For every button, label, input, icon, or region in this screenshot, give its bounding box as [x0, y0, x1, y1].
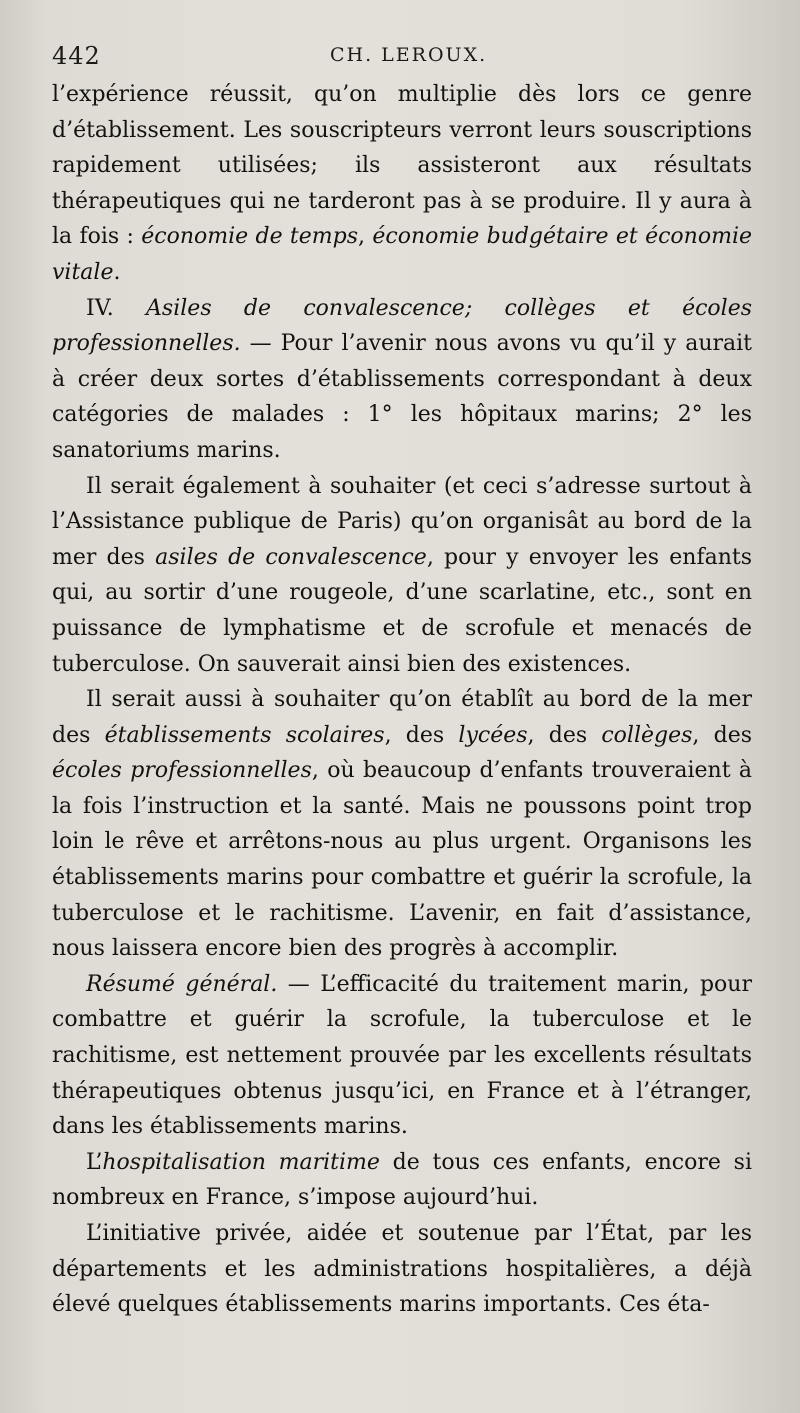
- text-run: , pour y envoyer les enfants qui, au sortir d’une rougeole, d’une scarlatine, etc., sont en puissance de lymphatisme et de scrofule et menacés de tuberculose. On sauverait ainsi bien des existences.: [52, 544, 753, 677]
- italic-run: économie budgétaire et économie vitale: [52, 224, 752, 285]
- italic-run: établissements scolaires: [104, 722, 385, 748]
- text-run: — L’efficacité du traitement marin, pour combattre et guérir la scrofule, la tuberculose et le rachitisme, est nettement prouvée par les excellents résultats thérapeutiques obtenus jusqu’ici, en France et à l’étranger, dans les établissements marins.: [52, 971, 752, 1140]
- text-run: , des: [527, 722, 602, 748]
- italic-run: Asiles de convalescence; collèges et écoles professionnelles.: [52, 295, 753, 357]
- paragraph-p3: [52, 469, 752, 683]
- text-run: L’: [86, 1149, 103, 1175]
- text-run: , des: [692, 722, 753, 748]
- italic-run: collèges: [601, 722, 693, 748]
- italic-run: asiles de convalescence: [155, 544, 427, 570]
- text-run: — Pour l’avenir nous avons vu qu’il y aurait à créer deux sortes d’établissements correspondant à deux catégories de malades : 1° les hôpitaux marins; 2° les sanatoriums marins.: [52, 331, 752, 463]
- text-run: Il serait aussi à souhaiter qu’on établît au bord de la mer des: [52, 687, 752, 748]
- text-run: de tous ces enfants, encore si nombreux en France, s’impose aujourd’hui.: [52, 1149, 752, 1211]
- paragraph-p1: [52, 77, 752, 291]
- italic-run: lycées: [458, 722, 528, 748]
- text-run: ,: [358, 224, 373, 250]
- page-number: 442: [52, 42, 101, 70]
- text-run: IV.: [86, 295, 147, 321]
- paragraph-p2: [52, 291, 752, 469]
- paragraph-p7: [52, 1216, 752, 1323]
- text-run: .: [113, 259, 121, 285]
- italic-run: hospitalisation maritime: [102, 1149, 380, 1175]
- italic-run: Résumé général.: [86, 971, 278, 997]
- running-head-author: CH. LEROUX.: [330, 44, 488, 66]
- italic-run: écoles professionnelles: [52, 758, 312, 784]
- text-run: , des: [384, 722, 459, 748]
- body-text: [52, 77, 752, 1323]
- paragraph-p6: [52, 1145, 752, 1216]
- text-run: Il serait également à souhaiter (et ceci s’adresse surtout à l’Assistance publique de Paris) qu’on organisât au bord de la mer des: [52, 473, 752, 570]
- paragraph-p4: [52, 682, 752, 967]
- italic-run: économie de temps: [141, 224, 359, 250]
- text-run: l’expérience réussit, qu’on multiplie dès lors ce genre d’établissement. Les souscripteurs verront leurs souscriptions rapidement utilisées; ils assisteront aux résultats thérapeutiques qui ne tarderont pas à se produire. Il y aura à la fois :: [52, 82, 752, 250]
- running-head: [52, 36, 752, 72]
- paragraph-p5: [52, 967, 752, 1145]
- text-run: , où beaucoup d’enfants trouveraient à la fois l’instruction et la santé. Mais ne poussons point trop loin le rêve et arrêtons-nous au plus urgent. Organisons les établissements marins pour combattre et guérir la scrofule, la tuberculose et le rachitisme. L’avenir, en fait d’assistance, nous laissera encore bien des progrès à accomplir.: [52, 758, 752, 962]
- text-run: L’initiative privée, aidée et soutenue par l’État, par les départements et les administrations hospitalières, a déjà élevé quelques établissements marins importants. Ces éta-: [52, 1221, 752, 1318]
